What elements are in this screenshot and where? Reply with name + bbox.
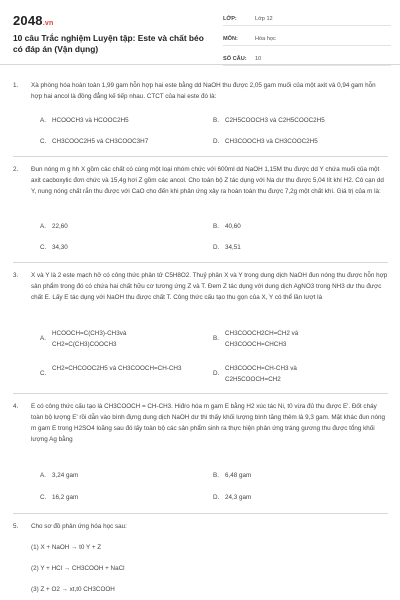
question-number: 5. — [13, 523, 19, 530]
option-letter: C. — [40, 370, 47, 377]
option-c[interactable] — [40, 137, 202, 148]
option-text: HCOOCH=C(CH3)-CH3và CH2=C(CH3)COOCH3 — [52, 330, 127, 348]
meta-key: MÔN: — [223, 35, 238, 42]
option-text: CH3COOCH2CH=CH2 và CH3COOCH=CHCH3 — [225, 330, 299, 348]
option-text: CH3COOCH=CH-CH3 và C2H5COOCH=CH2 — [225, 365, 297, 383]
option-b[interactable] — [213, 222, 375, 233]
meta-row-count — [223, 52, 391, 66]
logo-text: 2048 — [13, 13, 43, 28]
option-letter: B. — [213, 472, 219, 479]
option-text: C2H5COOCH3 và C2H5COOC2H5 — [225, 117, 325, 124]
option-text: 34,30 — [52, 244, 68, 251]
question-2 — [13, 164, 388, 197]
option-d[interactable] — [213, 493, 375, 504]
question-number: 1. — [13, 82, 19, 89]
option-text: 34,51 — [225, 244, 241, 251]
option-text: 16,2 gam — [52, 494, 79, 501]
option-text: 40,60 — [225, 223, 241, 230]
option-a[interactable] — [40, 471, 202, 482]
option-d[interactable] — [213, 137, 375, 148]
option-text: 3,24 gam — [52, 472, 79, 479]
option-letter: C. — [40, 244, 47, 251]
option-text: 22,60 — [52, 223, 68, 230]
option-letter: B. — [213, 335, 219, 342]
option-letter: A. — [40, 472, 46, 479]
question-text: E có công thức cấu tạo là CH3COOCH = CH-CH3. Hiđro hóa m gam E bằng H2 xúc tác Ni, t0 vừa đủ thu được E'. Đốt cháy toàn bộ lượng E' rồi dẫn vào bình đựng dung dịch NaOH dư thì thấy khối lượng bình tăng thêm là 9,3 gam. Mặt khác đun nóng m gam E trong H2SO4 loãng sau đó lấy toàn bộ các sản phẩm sinh ra thực hiện phản ứng tráng gương thu được tổng khối lượng Ag bằng — [31, 403, 385, 443]
option-a[interactable] — [40, 329, 162, 350]
question-number: 4. — [13, 403, 19, 410]
meta-row-class — [223, 12, 391, 26]
option-b[interactable] — [213, 116, 375, 127]
divider — [13, 393, 388, 394]
question-3 — [13, 270, 388, 303]
question-text: Đun nóng m g hh X gồm các chất có cùng một loại nhóm chức với 600ml dd NaOH 1,15M thu được dd Y chứa muối của một axit cacboxylic đơn chức và 15,4g hơi Z gồm các ancol. Cho toàn bộ Z tác dụng với Na dư thu được 5,04 lít khí H2. Cô cạn dd Y, nung nóng chất rắn thu được với CaO cho đến khi phản ứng xảy ra hoàn toàn thu được 7,2g một chất khí. Giá trị của m là: — [31, 166, 384, 195]
question-5 — [13, 521, 388, 595]
logo-suffix: .vn — [42, 20, 54, 27]
option-text: 6,48 gam — [225, 472, 252, 479]
option-letter: A. — [40, 117, 46, 124]
option-d[interactable] — [213, 243, 375, 254]
option-letter: C. — [40, 494, 47, 501]
option-letter: A. — [40, 223, 46, 230]
reaction-line: (3) Z + O2 → xt,t0 CH3COOH — [31, 586, 115, 593]
option-letter: D. — [213, 138, 220, 145]
divider — [13, 156, 388, 157]
meta-row-subject — [223, 32, 391, 46]
meta-value: Lớp 12 — [255, 15, 273, 22]
question-1 — [13, 80, 388, 102]
question-text: Cho sơ đồ phản ứng hóa học sau: — [31, 523, 127, 530]
option-b[interactable] — [213, 329, 340, 350]
option-text: CH3COOC2H5 và CH3COOC3H7 — [52, 138, 149, 145]
option-letter: A. — [40, 335, 46, 342]
reaction-line: (2) Y + HCl → CH3COOH + NaCl — [31, 565, 125, 572]
question-number: 3. — [13, 272, 19, 279]
option-c[interactable] — [40, 493, 202, 504]
meta-key: LỚP: — [223, 15, 237, 22]
page-title: 10 câu Trắc nghiệm Luyện tập: Este và chất béo có đáp án (Vận dụng) — [13, 33, 204, 54]
option-letter: D. — [213, 494, 220, 501]
option-text: 24,3 gam — [225, 494, 252, 501]
option-letter: D. — [213, 244, 220, 251]
option-text: CH3COOCH3 và CH3COOC2H5 — [225, 138, 318, 145]
question-4 — [13, 401, 388, 445]
page-header — [0, 0, 400, 65]
option-letter: B. — [213, 223, 219, 230]
reaction-line: (1) X + NaOH → t0 Y + Z — [31, 544, 102, 551]
divider — [13, 513, 388, 514]
option-b[interactable] — [213, 471, 375, 482]
option-c[interactable] — [40, 243, 202, 254]
question-text: Xà phòng hóa hoàn toàn 1,99 gam hỗn hợp hai este bằng dd NaOH thu được 2,05 gam muối của một axit và 0,94 gam hỗn hợp hai ancol là đồng đẳng kế tiếp nhau. CTCT của hai este đó là: — [31, 82, 376, 100]
meta-info — [223, 12, 391, 72]
option-letter: B. — [213, 117, 219, 124]
meta-value: Hóa học — [255, 35, 276, 42]
option-text: HCOOCH3 và HCOOC2H5 — [52, 117, 129, 124]
question-text: X và Y là 2 este mạch hở có công thức phân tử C5H8O2. Thuỷ phân X và Y trong dung dịch NaOH đun nóng thu được hỗn hợp sản phẩm trong đó có chứa hai chất hữu cơ tương ứng Z và T. Đem Z tác dụng với dung dịch AgNO3 trong NH3 dư thu được chất E. Lấy E tác dụng với NaOH thu được chất T. Công thức cấu tạo thu gọn của X, Y có thể lần lượt là — [31, 272, 388, 301]
option-letter: C. — [40, 138, 47, 145]
site-logo[interactable] — [13, 13, 53, 28]
meta-value: 10 — [255, 55, 262, 62]
option-text: CH2=CHCOOC2H5 và CH3COOCH=CH-CH3 — [52, 365, 182, 372]
option-a[interactable] — [40, 222, 202, 233]
option-letter: D. — [213, 370, 220, 377]
question-number: 2. — [13, 166, 19, 173]
divider — [13, 262, 388, 263]
option-c[interactable] — [40, 364, 187, 380]
option-d[interactable] — [213, 364, 340, 385]
option-a[interactable] — [40, 116, 202, 127]
meta-key: SỐ CÂU: — [223, 55, 247, 62]
